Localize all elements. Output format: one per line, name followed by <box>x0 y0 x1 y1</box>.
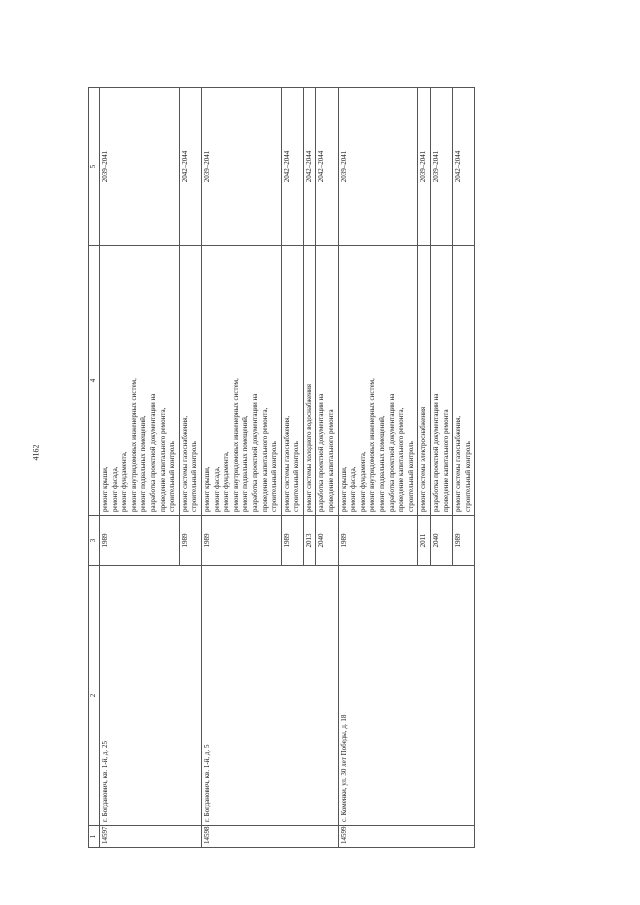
period-cell: 2039–2041 <box>201 88 281 246</box>
period-cell: 2042–2044 <box>179 88 201 246</box>
header-col2: 2 <box>89 566 100 826</box>
year-cell: 1989 <box>100 516 180 566</box>
rotated-table-container <box>88 88 540 848</box>
works-cell <box>179 246 201 516</box>
work-item: ремонт системы газоснабжения, <box>180 415 189 512</box>
work-item: строительный контроль <box>168 441 177 512</box>
work-item: ремонт внутридомовых инженерных систем, <box>368 378 377 512</box>
object-number: 14598. <box>201 826 338 848</box>
work-item: ремонт подвальных помещений, <box>378 415 387 512</box>
work-item: проведение капитального ремонта, <box>397 407 406 512</box>
header-col3: 3 <box>89 516 100 566</box>
header-col4: 4 <box>89 246 100 516</box>
work-item: ремонт внутридомовых инженерных систем, <box>129 378 138 512</box>
works-cell <box>316 246 338 516</box>
period-cell: 2039–2041 <box>100 88 180 246</box>
table-row <box>201 88 281 848</box>
period-cell: 2039–2041 <box>418 88 431 246</box>
year-cell: 2040 <box>316 516 338 566</box>
year-cell: 1989 <box>453 516 475 566</box>
header-col1: 1 <box>89 826 100 848</box>
work-item: ремонт крыши, <box>339 466 348 512</box>
work-item: проведение капитального ремонта <box>327 409 336 512</box>
object-address: с. Коменки, ул. 30 лет Победы, д. 18 <box>338 566 475 826</box>
year-cell: 1989 <box>179 516 201 566</box>
period-cell: 2042–2044 <box>316 88 338 246</box>
work-item: ремонт системы холодного водоснабжения <box>304 384 313 512</box>
work-item: разработка проектной документации на <box>148 393 157 512</box>
works-cell <box>281 246 303 516</box>
object-address: г. Богданович, кв. 1-й, д. 25 <box>100 566 202 826</box>
year-cell: 1989 <box>338 516 418 566</box>
work-item: разработка проектной документации на <box>432 393 440 512</box>
period-cell: 2039–2041 <box>338 88 418 246</box>
works-cell <box>201 246 281 516</box>
period-cell: 2039–2041 <box>431 88 453 246</box>
header-col5: 5 <box>89 88 100 246</box>
work-item: разработка проектной документации на <box>317 393 326 512</box>
table-row <box>100 88 180 848</box>
year-cell: 2013 <box>303 516 316 566</box>
object-number: 14597. <box>100 826 202 848</box>
year-cell: 2011 <box>418 516 431 566</box>
page-number-text: 4162 <box>31 444 41 460</box>
work-item: ремонт системы электроснабжения <box>419 406 428 512</box>
work-item: ремонт фасада, <box>212 466 221 512</box>
table-row <box>338 88 418 848</box>
work-item: ремонт подвальных помещений, <box>241 415 250 512</box>
work-item: ремонт системы газоснабжения, <box>454 415 463 512</box>
works-cell <box>100 246 180 516</box>
work-item: ремонт подвальных помещений, <box>139 415 148 512</box>
work-item: проведение капитального ремонта <box>441 409 450 512</box>
work-item: строительный контроль <box>406 441 415 512</box>
work-item: ремонт фасада, <box>349 466 358 512</box>
work-item: строительный контроль <box>292 441 301 512</box>
header-row <box>89 88 100 848</box>
works-cell <box>418 246 431 516</box>
work-item: проведение капитального ремонта, <box>158 407 167 512</box>
works-cell <box>303 246 316 516</box>
work-item: строительный контроль <box>270 441 279 512</box>
works-cell <box>338 246 418 516</box>
work-item: ремонт внутридомовых инженерных систем, <box>231 378 240 512</box>
work-item: разработка проектной документации на <box>250 393 259 512</box>
work-item: ремонт фасада, <box>110 466 119 512</box>
period-cell: 2042–2044 <box>453 88 475 246</box>
work-item: строительный контроль <box>463 441 472 512</box>
works-cell <box>431 246 453 516</box>
object-number: 14599. <box>338 826 475 848</box>
year-cell: 1989 <box>281 516 303 566</box>
work-item: разработка проектной документации на <box>387 393 396 512</box>
work-item: ремонт системы газоснабжения, <box>282 415 291 512</box>
period-cell: 2042–2044 <box>281 88 303 246</box>
work-item: ремонт крыши, <box>202 466 211 512</box>
work-item: ремонт крыши, <box>101 466 109 512</box>
page-number <box>26 437 46 467</box>
work-item: проведение капитального ремонта, <box>260 407 269 512</box>
work-item: строительный контроль <box>190 441 199 512</box>
work-item: ремонт фундамента, <box>222 451 231 512</box>
work-item: ремонт фундамента, <box>358 451 367 512</box>
repair-schedule-table <box>88 87 475 848</box>
works-cell <box>453 246 475 516</box>
year-cell: 2040 <box>431 516 453 566</box>
document-table-area <box>88 88 540 848</box>
work-item: ремонт фундамента, <box>120 451 129 512</box>
object-address: г. Богданович, кв. 1-й, д. 5 <box>201 566 338 826</box>
period-cell: 2042–2044 <box>303 88 316 246</box>
year-cell: 1989 <box>201 516 281 566</box>
table-body <box>100 88 475 848</box>
